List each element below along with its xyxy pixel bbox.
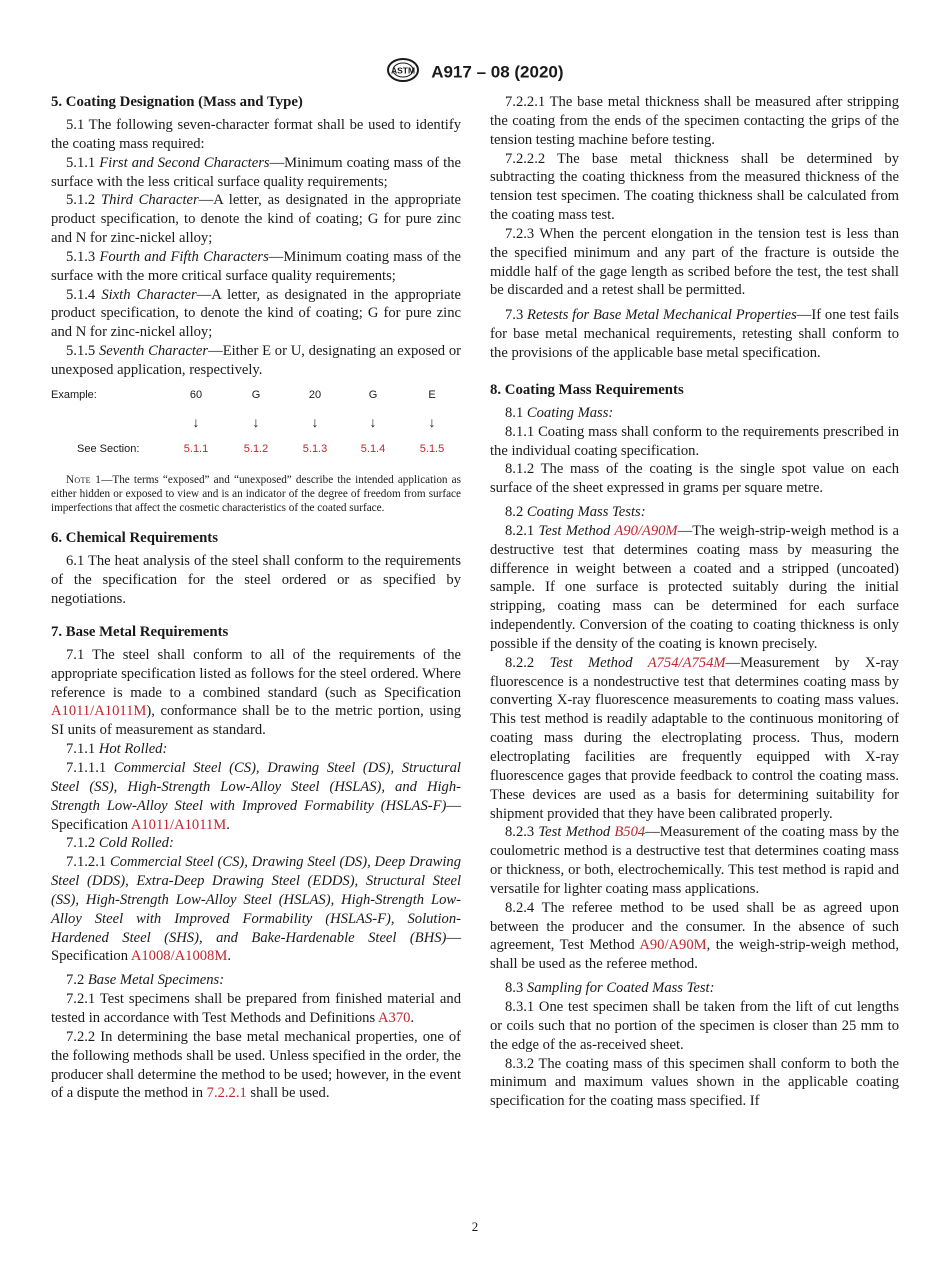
example-value: G: [368, 388, 378, 401]
ref-link[interactable]: A1008/A1008M: [130, 948, 228, 965]
astm-logo-text: ASTM: [391, 65, 416, 76]
para-7-1-2-1: 7.1.2.1 Commercial Steel (CS), Drawing Steel (DS), Deep Drawing Steel (DDS), Extra-Deep Drawing Steel (EDDS), Structural Steel (SS), High-Strength Low-Alloy Steel (HSLAS), High-Strength Low-Alloy Steel with Improved Formability (HSLAS-F), Solution-Hardened Steel (SHS), and Bake-Hardenable Steel (BHS)—Specification A1008/A1008M.: [51, 854, 462, 965]
example-value: 20: [308, 388, 322, 401]
down-arrow-icon: ↓: [428, 413, 436, 430]
ref-link[interactable]: A1011/A1011M: [51, 703, 147, 720]
section-6-heading: 6. Chemical Requirements: [51, 530, 218, 547]
para-7-1-1: 7.1.1 Hot Rolled:: [66, 741, 168, 758]
note-1: Note 1—The terms “exposed” and “unexposed” describe the intended application as either hidden or exposed to view and is an indicator of the degree of freedom from surface imperfections that affect the cosmetic characteristics of the coated surface.: [51, 473, 461, 515]
para-8-3-1: 8.3.1 One test specimen shall be taken from the lift of cut lengths or coils such that no portion of the specimen is closer than 25 mm to the edge of the as-received sheet.: [490, 998, 899, 1053]
ref-link[interactable]: A370: [378, 1009, 411, 1026]
para-8-1: 8.1 Coating Mass:: [505, 404, 614, 421]
para-8-1-1: 8.1.1 Coating mass shall conform to the requirements prescribed in the individual coating specification.: [490, 423, 899, 459]
para-7-3: 7.3 Retests for Base Metal Mechanical Properties—If one test fails for base metal mechanical requirements, retesting shall conform to the provisions of the applicable base metal specification.: [490, 307, 899, 361]
para-7-2-2: 7.2.2 In determining the base metal mechanical properties, one of the following methods shall be used. Unless specified in the order, the producer shall determine the method to be used; however, in the event of a dispute the method in 7.2.2.1 shall be used.: [51, 1028, 461, 1102]
section-link[interactable]: 5.1.3: [302, 442, 328, 455]
para-7-1: 7.1 The steel shall conform to all of the requirements of the appropriate specification listed as follows for the steel ordered. Where reference is made to a combined standard (such as Specification A1011/A1011M), conformance shall be to the metric portion, using SI units of measurement as standard.: [51, 646, 461, 739]
example-value: 60: [189, 388, 203, 401]
para-8-2: 8.2 Coating Mass Tests:: [505, 504, 646, 521]
para-7-2-2-2: 7.2.2.2 The base metal thickness shall be determined by subtracting the coating thickness from the measured thickness of the tension test specimen. The coating thickness shall be calculated from the coating mass test.: [490, 150, 899, 224]
para-8-1-2: 8.1.2 The mass of the coating is the single spot value on each surface of the sheet expressed in grams per square metre.: [490, 461, 899, 497]
para-8-3-2: 8.3.2 The coating mass of this specimen shall conform to both the minimum and maximum values shown in the applicable coating specification for the coating mass specified. If: [490, 1055, 899, 1110]
down-arrow-icon: ↓: [311, 413, 319, 430]
ref-link[interactable]: A1011/A1011M: [130, 816, 227, 833]
para-8-2-2: 8.2.2 Test Method A754/A754M—Measurement by X-ray fluorescence is a nondestructive test that determines coating mass by converting X-ray fluorescence measurements to coating mass values. This test method is readily adaptable to the continuous monitoring of coating mass during the electroplating process. Thus, modern electroplating facilities are frequently equipped with X-ray fluorescence gages that provide feedback to control the coating mass. These devices are used as a basis for determining suitability for shipment provided that they have been calibrated properly.: [490, 654, 899, 822]
example-value: E: [428, 388, 436, 401]
example-label: Example:: [51, 388, 97, 401]
page-number: 2: [471, 1219, 479, 1234]
ref-link[interactable]: A90/A90M: [614, 522, 678, 539]
down-arrow-icon: ↓: [252, 413, 260, 430]
example-values-row: [51, 386, 461, 413]
example-arrows-row: [51, 413, 461, 440]
left-column: [51, 93, 461, 1103]
para-5-1-4: 5.1.4 Sixth Character—A letter, as designated in the appropriate product specification, to denote the kind of coating; G for pure zinc and N for zinc-nickel alloy;: [51, 286, 461, 341]
ref-link[interactable]: A754/A754M: [647, 654, 726, 671]
para-8-2-3: 8.2.3 Test Method B504—Measurement of the coating mass by the coulometric method is a destructive test that determines coating mass or thickness, or both, electrochemically. This test method is rapid and versatile for lighter coating mass applications.: [490, 824, 899, 897]
para-7-2-2-1: 7.2.2.1 The base metal thickness shall be measured after stripping the coating from the ends of the specimen contacting the grips of the tension testing machine before testing.: [490, 94, 899, 148]
para-7-2-1: 7.2.1 Test specimens shall be prepared from finished material and tested in accordance with Test Methods and Definitions A370.: [51, 991, 461, 1026]
right-column: [490, 93, 899, 1111]
ref-link[interactable]: A90/A90M: [639, 937, 707, 954]
down-arrow-icon: ↓: [369, 413, 377, 430]
para-8-2-4: 8.2.4 The referee method to be used shall be as agreed upon between the producer and the consumer. In the absence of such agreement, Test Method A90/A90M, the weigh-strip-weigh method, shall be used as the referee method.: [490, 899, 899, 973]
para-7-2: 7.2 Base Metal Specimens:: [66, 972, 225, 989]
para-5-1: 5.1 The following seven-character format shall be used to identify the coating mass required:: [51, 117, 461, 152]
para-5-1-1: 5.1.1 First and Second Characters—Minimum coating mass of the surface with the less critical surface quality requirements;: [51, 154, 461, 190]
section-link[interactable]: 5.1.5: [419, 442, 445, 455]
page-header: [0, 57, 950, 88]
para-7-1-1-1: 7.1.1.1 Commercial Steel (CS), Drawing Steel (DS), Structural Steel (SS), High-Strength Low-Alloy Steel (HSLAS), and High-Strength Low-Alloy Steel with Improved Formability (HSLAS-F)—Specification A1011/A1011M.: [51, 760, 461, 833]
example-sections-row: [51, 440, 461, 467]
para-5-1-2: 5.1.2 Third Character—A letter, as designated in the appropriate product specification, to denote the kind of coating; G for pure zinc and N for zinc-nickel alloy;: [51, 192, 461, 247]
example-value: G: [251, 388, 261, 401]
ref-link[interactable]: B504: [614, 824, 646, 841]
section-5-heading: 5. Coating Designation (Mass and Type): [51, 94, 303, 110]
astm-logo-icon: [386, 57, 420, 88]
para-8-3: 8.3 Sampling for Coated Mass Test:: [505, 980, 715, 997]
para-8-2-1: 8.2.1 Test Method A90/A90M—The weigh-strip-weigh method is a destructive test that determines coating mass by measuring the difference in weight between a coated and a stripped (uncoated) sample. If one surface is protected suitably during the initial stripping, coating mass can be determined for each surface independently. Conversion of the coating to coating thickness is only possible if the density of the coating is known precisely.: [490, 522, 899, 652]
section-8-heading: 8. Coating Mass Requirements: [490, 381, 684, 398]
para-5-1-5: 5.1.5 Seventh Character—Either E or U, designating an exposed or unexposed application, respectively.: [51, 343, 461, 378]
see-section-label: See Section:: [77, 442, 140, 455]
para-7-1-2: 7.1.2 Cold Rolled:: [66, 835, 174, 852]
down-arrow-icon: ↓: [192, 413, 200, 430]
section-link[interactable]: 5.1.1: [183, 442, 209, 455]
para-6-1: 6.1 The heat analysis of the steel shall conform to the requirements of the specification for the steel ordered or as specified by negotiations.: [51, 553, 461, 608]
para-7-2-3: 7.2.3 When the percent elongation in the tension test is less than the specified minimum and any part of the fracture is outside the middle half of the gage length as scribed before the test, the test shall be discarded and a retest shall be permitted.: [490, 225, 899, 299]
ref-link[interactable]: 7.2.2.1: [206, 1085, 247, 1102]
designation-example: [51, 386, 461, 467]
section-link[interactable]: 5.1.2: [243, 442, 269, 455]
section-link[interactable]: 5.1.4: [360, 442, 386, 455]
document-designation: A917 – 08 (2020): [431, 62, 564, 82]
section-7-heading: 7. Base Metal Requirements: [51, 623, 229, 640]
para-5-1-3: 5.1.3 Fourth and Fifth Characters—Minimum coating mass of the surface with the more critical surface quality requirements;: [51, 248, 461, 284]
